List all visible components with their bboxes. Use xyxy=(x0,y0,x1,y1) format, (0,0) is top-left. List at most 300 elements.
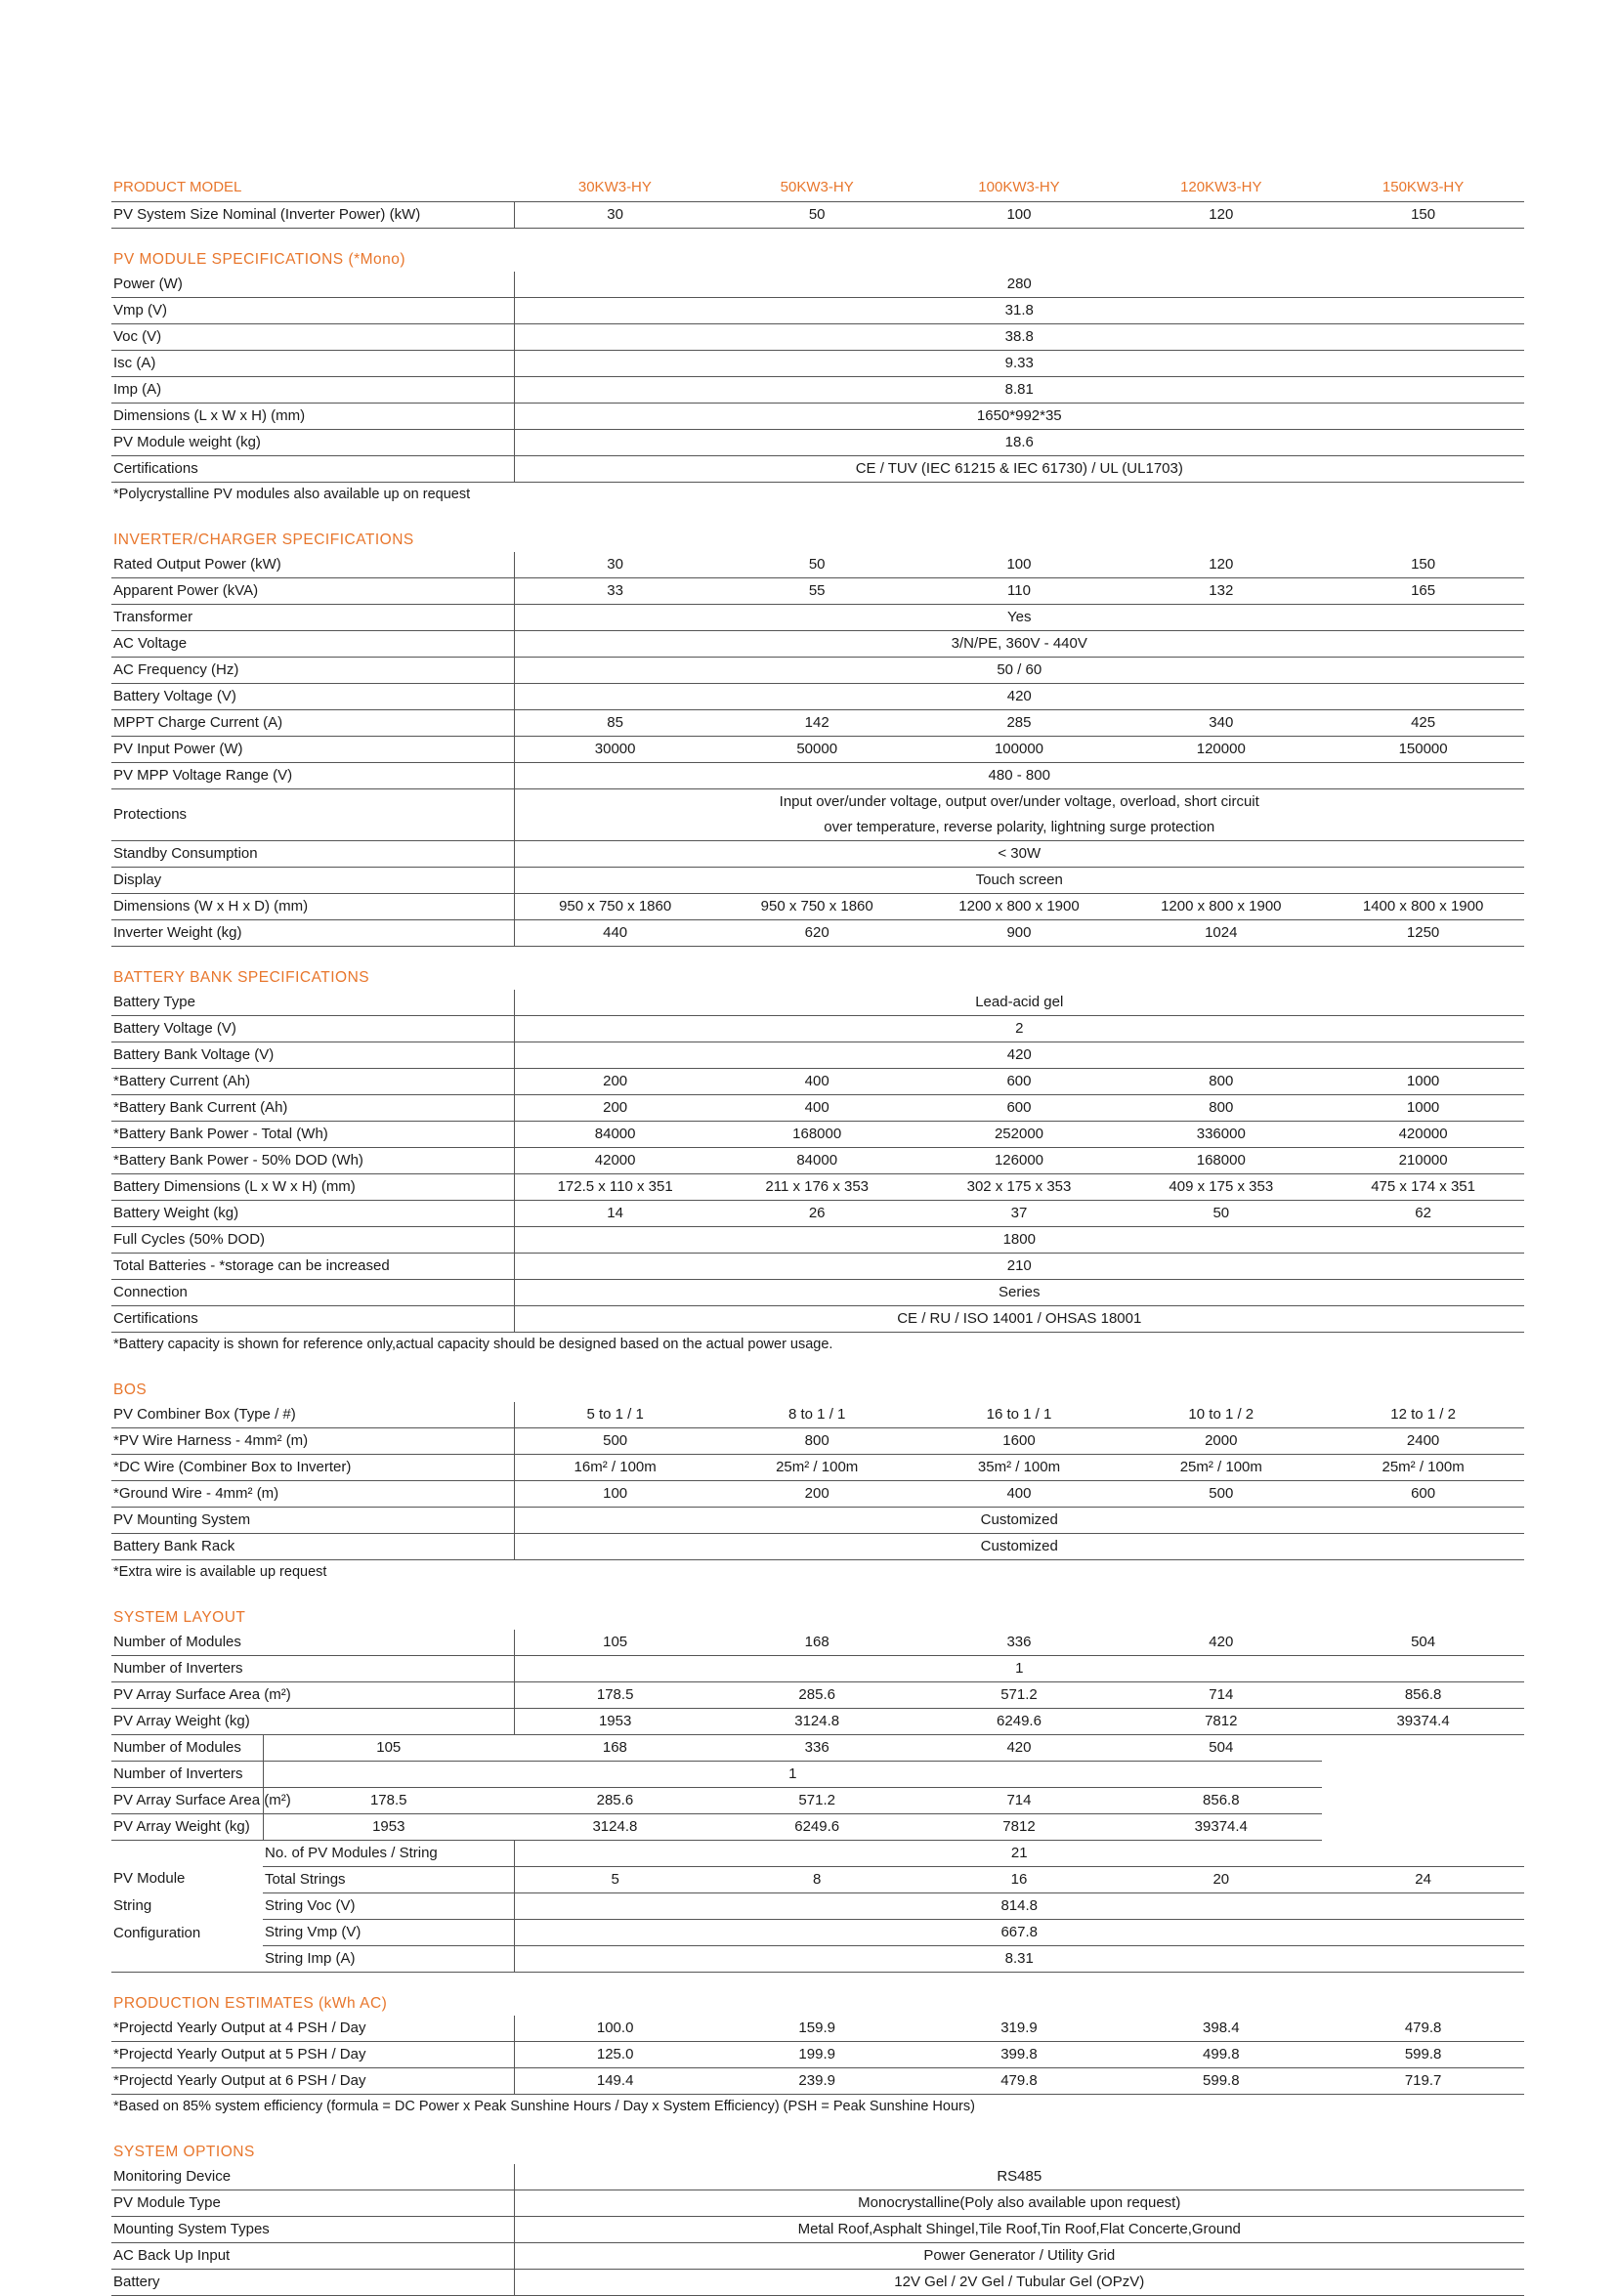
row-value: 84000 xyxy=(514,1122,716,1148)
row-value: Monocrystalline(Poly also available upon request) xyxy=(514,2190,1524,2217)
row-value: 120 xyxy=(1120,552,1322,578)
row-value: 285.6 xyxy=(514,1788,716,1814)
spec-row xyxy=(111,324,1524,351)
row-label: *Projectd Yearly Output at 5 PSH / Day xyxy=(111,2042,514,2068)
row-value: 1953 xyxy=(263,1814,514,1841)
spec-row xyxy=(111,1762,1524,1788)
row-value: 1000 xyxy=(1322,1069,1524,1095)
row-value: 42000 xyxy=(514,1148,716,1174)
row-label: AC Back Up Input xyxy=(111,2243,514,2270)
row-value: 100 xyxy=(918,202,1121,229)
row-value: 210000 xyxy=(1322,1148,1524,1174)
spec-row xyxy=(111,377,1524,404)
spec-row xyxy=(111,841,1524,868)
row-value: 25m² / 100m xyxy=(1322,1455,1524,1481)
row-value: 25m² / 100m xyxy=(1120,1455,1322,1481)
header-row xyxy=(111,174,1524,202)
section-title: BATTERY BANK SPECIFICATIONS xyxy=(113,969,370,986)
row-value: 84000 xyxy=(716,1148,918,1174)
spec-row xyxy=(111,1402,1524,1428)
row-label: AC Frequency (Hz) xyxy=(111,658,514,684)
row-value: 800 xyxy=(716,1428,918,1455)
row-label: Battery Weight (kg) xyxy=(111,1201,514,1227)
row-value: 5 to 1 / 1 xyxy=(514,1402,716,1428)
row-value: 285.6 xyxy=(716,1682,918,1709)
row-label: Battery Dimensions (L x W x H) (mm) xyxy=(111,1174,514,1201)
spec-table xyxy=(111,990,1524,1333)
row-value: 856.8 xyxy=(1120,1788,1322,1814)
row-value: 62 xyxy=(1322,1201,1524,1227)
spec-row xyxy=(111,1709,1524,1735)
row-label: PV Array Weight (kg) xyxy=(111,1709,514,1735)
model-name: 120KW3-HY xyxy=(1120,174,1322,202)
spec-row xyxy=(111,1867,1524,1893)
row-value: 100.0 xyxy=(514,2016,716,2042)
row-value: 479.8 xyxy=(1322,2016,1524,2042)
footnote: *Battery capacity is shown for reference only,actual capacity should be designed based on the actual power usage. xyxy=(113,1337,833,1352)
row-value: 1800 xyxy=(514,1227,1524,1254)
row-value: 667.8 xyxy=(514,1920,1524,1946)
row-value: 856.8 xyxy=(1322,1682,1524,1709)
row-label: Display xyxy=(111,868,514,894)
row-value: Lead-acid gel xyxy=(514,990,1524,1016)
row-value: 440 xyxy=(514,920,716,947)
row-value: 2 xyxy=(514,1016,1524,1042)
spec-table xyxy=(111,2016,1524,2095)
row-value: 120 xyxy=(1120,202,1322,229)
spec-row xyxy=(111,456,1524,483)
row-value: 420 xyxy=(918,1735,1121,1762)
row-value: 3/N/PE, 360V - 440V xyxy=(514,631,1524,658)
row-value: 38.8 xyxy=(514,324,1524,351)
spec-table xyxy=(111,552,1524,947)
row-value: 8.31 xyxy=(514,1946,1524,1973)
row-value: 420 xyxy=(514,684,1524,710)
spec-table xyxy=(111,1402,1524,1560)
spec-row xyxy=(111,1254,1524,1280)
row-label: Number of Modules xyxy=(111,1630,514,1656)
row-value: Metal Roof,Asphalt Shingel,Tile Roof,Tin Roof,Flat Concerte,Ground xyxy=(514,2217,1524,2243)
row-value: 55 xyxy=(716,578,918,605)
row-value: 16 xyxy=(918,1867,1121,1893)
row-value: 26 xyxy=(716,1201,918,1227)
spec-row xyxy=(111,710,1524,737)
spec-row xyxy=(111,1508,1524,1534)
spec-row xyxy=(111,868,1524,894)
product-model-label: PRODUCT MODEL xyxy=(111,174,514,202)
section-gap xyxy=(111,509,1524,523)
row-value: 1 xyxy=(263,1762,1322,1788)
row-value: 12V Gel / 2V Gel / Tubular Gel (OPzV) xyxy=(514,2270,1524,2296)
row-value: 165 xyxy=(1322,578,1524,605)
row-value: 950 x 750 x 1860 xyxy=(716,894,918,920)
spec-row xyxy=(111,2164,1524,2190)
row-value: 132 xyxy=(1120,578,1322,605)
row-value: 37 xyxy=(918,1201,1121,1227)
row-value: 1000 xyxy=(1322,1095,1524,1122)
row-label: Monitoring Device xyxy=(111,2164,514,2190)
row-value-line: Input over/under voltage, output over/under voltage, overload, short circuit xyxy=(779,793,1259,810)
spec-row xyxy=(111,990,1524,1016)
row-value: 1400 x 800 x 1900 xyxy=(1322,894,1524,920)
row-value: 280 xyxy=(514,272,1524,298)
row-value: 800 xyxy=(1120,1095,1322,1122)
row-value: 1 xyxy=(514,1656,1524,1682)
spec-row xyxy=(111,658,1524,684)
row-value: CE / TUV (IEC 61215 & IEC 61730) / UL (UL1703) xyxy=(514,456,1524,483)
spec-row xyxy=(111,2217,1524,2243)
row-value: 25m² / 100m xyxy=(716,1455,918,1481)
row-value: 200 xyxy=(716,1481,918,1508)
row-value: 199.9 xyxy=(716,2042,918,2068)
row-value: Customized xyxy=(514,1534,1524,1560)
spec-row xyxy=(111,1656,1524,1682)
row-value: 420000 xyxy=(1322,1122,1524,1148)
section-title: SYSTEM OPTIONS xyxy=(113,2144,255,2160)
row-value: 620 xyxy=(716,920,918,947)
sub-label: Total Strings xyxy=(263,1867,514,1893)
spec-row xyxy=(111,1306,1524,1333)
row-label: Rated Output Power (kW) xyxy=(111,552,514,578)
row-value: 714 xyxy=(918,1788,1121,1814)
spec-row xyxy=(111,1428,1524,1455)
row-value: 31.8 xyxy=(514,298,1524,324)
row-label: Battery Type xyxy=(111,990,514,1016)
spec-row xyxy=(111,920,1524,947)
row-value: 600 xyxy=(1322,1481,1524,1508)
sub-label: String Vmp (V) xyxy=(263,1920,514,1946)
spec-row xyxy=(111,1788,1524,1814)
row-value: 150000 xyxy=(1322,737,1524,763)
spec-row xyxy=(111,2190,1524,2217)
row-value: 500 xyxy=(1120,1481,1322,1508)
row-value: 6249.6 xyxy=(918,1709,1121,1735)
row-label: Dimensions (W x H x D) (mm) xyxy=(111,894,514,920)
row-label: Vmp (V) xyxy=(111,298,514,324)
row-value: 105 xyxy=(263,1735,514,1762)
row-value: 1953 xyxy=(514,1709,716,1735)
row-value: 50000 xyxy=(716,737,918,763)
row-label: *Battery Bank Current (Ah) xyxy=(111,1095,514,1122)
row-label: Apparent Power (kVA) xyxy=(111,578,514,605)
group-label-line: PV Module xyxy=(113,1870,186,1887)
row-label: *Projectd Yearly Output at 4 PSH / Day xyxy=(111,2016,514,2042)
group-label xyxy=(111,1841,263,1973)
row-label: *DC Wire (Combiner Box to Inverter) xyxy=(111,1455,514,1481)
row-value: 120000 xyxy=(1120,737,1322,763)
spec-row xyxy=(111,1095,1524,1122)
row-value: < 30W xyxy=(514,841,1524,868)
row-label: PV Module Type xyxy=(111,2190,514,2217)
row-value: 12 to 1 / 2 xyxy=(1322,1402,1524,1428)
row-value: 1200 x 800 x 1900 xyxy=(918,894,1121,920)
row-value: 480 - 800 xyxy=(514,763,1524,789)
row-value: 571.2 xyxy=(716,1788,918,1814)
row-value: 475 x 174 x 351 xyxy=(1322,1174,1524,1201)
row-value: 336 xyxy=(918,1630,1121,1656)
row-value: 30 xyxy=(514,202,716,229)
model-name: 150KW3-HY xyxy=(1322,174,1524,202)
spec-row xyxy=(111,578,1524,605)
row-label: Number of Modules xyxy=(111,1735,263,1762)
spec-row xyxy=(111,1227,1524,1254)
spec-row xyxy=(111,1920,1524,1946)
row-value: 35m² / 100m xyxy=(918,1455,1121,1481)
spec-row xyxy=(111,1148,1524,1174)
row-value: 8.81 xyxy=(514,377,1524,404)
row-value: 7812 xyxy=(918,1814,1121,1841)
row-value: 319.9 xyxy=(918,2016,1121,2042)
sub-label: String Voc (V) xyxy=(263,1893,514,1920)
spec-row xyxy=(111,1042,1524,1069)
section-title: PRODUCTION ESTIMATES (kWh AC) xyxy=(113,1995,388,2012)
spec-row xyxy=(111,1893,1524,1920)
spec-row xyxy=(111,1455,1524,1481)
spec-row xyxy=(111,605,1524,631)
row-label: PV Array Weight (kg) xyxy=(111,1814,263,1841)
row-label: AC Voltage xyxy=(111,631,514,658)
row-label: Full Cycles (50% DOD) xyxy=(111,1227,514,1254)
section-gap xyxy=(111,229,1524,242)
spec-row xyxy=(111,2270,1524,2296)
section-title: PV MODULE SPECIFICATIONS (*Mono) xyxy=(113,251,406,268)
row-value: 50 xyxy=(716,202,918,229)
row-label: *Projectd Yearly Output at 6 PSH / Day xyxy=(111,2068,514,2095)
section-gap xyxy=(111,1973,1524,1986)
section-gap xyxy=(111,1587,1524,1600)
row-label: Transformer xyxy=(111,605,514,631)
row-value: 50 xyxy=(716,552,918,578)
row-value: 600 xyxy=(918,1095,1121,1122)
row-value: 30000 xyxy=(514,737,716,763)
spec-row xyxy=(111,404,1524,430)
spec-row xyxy=(111,430,1524,456)
model-name: 100KW3-HY xyxy=(918,174,1121,202)
row-value: 168000 xyxy=(1120,1148,1322,1174)
spec-row xyxy=(111,631,1524,658)
row-value: 800 xyxy=(1120,1069,1322,1095)
row-label: Battery Bank Voltage (V) xyxy=(111,1042,514,1069)
row-label: PV Mounting System xyxy=(111,1508,514,1534)
row-label: *Battery Current (Ah) xyxy=(111,1069,514,1095)
row-label: Number of Inverters xyxy=(111,1762,263,1788)
row-value: 178.5 xyxy=(514,1682,716,1709)
section-gap xyxy=(111,1359,1524,1373)
row-label: *Battery Bank Power - Total (Wh) xyxy=(111,1122,514,1148)
row-value: 900 xyxy=(918,920,1121,947)
spec-row xyxy=(111,1814,1524,1841)
spec-row xyxy=(111,789,1524,841)
row-value: 504 xyxy=(1120,1735,1322,1762)
row-value: 2400 xyxy=(1322,1428,1524,1455)
row-value: 814.8 xyxy=(514,1893,1524,1920)
row-value: Series xyxy=(514,1280,1524,1306)
row-value: 50 xyxy=(1120,1201,1322,1227)
row-value: 142 xyxy=(716,710,918,737)
sub-label: No. of PV Modules / String xyxy=(263,1841,514,1867)
section-title: BOS xyxy=(113,1382,148,1398)
row-label: PV Array Surface Area (m²) xyxy=(111,1682,514,1709)
product-model-table xyxy=(111,174,1524,229)
row-value: 302 x 175 x 353 xyxy=(918,1174,1121,1201)
row-value: 336 xyxy=(716,1735,918,1762)
row-value: 172.5 x 110 x 351 xyxy=(514,1174,716,1201)
row-value: 178.5 xyxy=(263,1788,514,1814)
group-table xyxy=(111,1735,1524,1973)
row-value: 168 xyxy=(514,1735,716,1762)
row-value: 3124.8 xyxy=(514,1814,716,1841)
spec-row xyxy=(111,1534,1524,1560)
row-label: Number of Inverters xyxy=(111,1656,514,1682)
spec-row xyxy=(111,351,1524,377)
row-value: 168000 xyxy=(716,1122,918,1148)
spec-row xyxy=(111,1682,1524,1709)
row-value: 504 xyxy=(1322,1630,1524,1656)
row-value: 6249.6 xyxy=(716,1814,918,1841)
row-value: 39374.4 xyxy=(1120,1814,1322,1841)
row-value: 252000 xyxy=(918,1122,1121,1148)
row-value: 420 xyxy=(514,1042,1524,1069)
row-value: Yes xyxy=(514,605,1524,631)
spec-row xyxy=(111,2016,1524,2042)
row-value: 239.9 xyxy=(716,2068,918,2095)
row-label: Battery Voltage (V) xyxy=(111,1016,514,1042)
row-label: MPPT Charge Current (A) xyxy=(111,710,514,737)
section-title: INVERTER/CHARGER SPECIFICATIONS xyxy=(113,531,414,548)
spec-row xyxy=(111,1481,1524,1508)
spec-row xyxy=(111,298,1524,324)
row-label: Battery xyxy=(111,2270,514,2296)
row-value: 100 xyxy=(918,552,1121,578)
row-label: Power (W) xyxy=(111,272,514,298)
row-label: Battery Voltage (V) xyxy=(111,684,514,710)
row-value: 33 xyxy=(514,578,716,605)
row-value: 30 xyxy=(514,552,716,578)
row-label: Standby Consumption xyxy=(111,841,514,868)
spec-row xyxy=(111,1069,1524,1095)
row-label: PV Module weight (kg) xyxy=(111,430,514,456)
row-value: 20 xyxy=(1120,1867,1322,1893)
row-value: 340 xyxy=(1120,710,1322,737)
row-label: PV Array Surface Area (m²) xyxy=(111,1788,263,1814)
row-value: 336000 xyxy=(1120,1122,1322,1148)
spec-row xyxy=(111,1201,1524,1227)
spec-row xyxy=(111,2068,1524,2095)
row-value: 100000 xyxy=(918,737,1121,763)
row-value: 18.6 xyxy=(514,430,1524,456)
row-label: Imp (A) xyxy=(111,377,514,404)
row-value: 1200 x 800 x 1900 xyxy=(1120,894,1322,920)
spec-row xyxy=(111,894,1524,920)
row-label: PV Combiner Box (Type / #) xyxy=(111,1402,514,1428)
spec-row xyxy=(111,737,1524,763)
footnote: *Polycrystalline PV modules also available up on request xyxy=(113,487,471,502)
row-value: 719.7 xyxy=(1322,2068,1524,2095)
spec-row xyxy=(111,1946,1524,1973)
row-value: 126000 xyxy=(918,1148,1121,1174)
row-value: 10 to 1 / 2 xyxy=(1120,1402,1322,1428)
row-value: 8 to 1 / 1 xyxy=(716,1402,918,1428)
footnote: *Extra wire is available up request xyxy=(113,1564,327,1580)
row-value: CE / RU / ISO 14001 / OHSAS 18001 xyxy=(514,1306,1524,1333)
row-label: Protections xyxy=(111,789,514,841)
row-label: Isc (A) xyxy=(111,351,514,377)
row-value: 16m² / 100m xyxy=(514,1455,716,1481)
row-value xyxy=(514,789,1524,841)
row-label: Dimensions (L x W x H) (mm) xyxy=(111,404,514,430)
row-label: *Battery Bank Power - 50% DOD (Wh) xyxy=(111,1148,514,1174)
row-value: 571.2 xyxy=(918,1682,1121,1709)
row-label: *PV Wire Harness - 4mm² (m) xyxy=(111,1428,514,1455)
row-value: 7812 xyxy=(1120,1709,1322,1735)
row-value: Touch screen xyxy=(514,868,1524,894)
row-value: 8 xyxy=(716,1867,918,1893)
row-value: 400 xyxy=(918,1481,1121,1508)
row-value: 409 x 175 x 353 xyxy=(1120,1174,1322,1201)
row-value: 398.4 xyxy=(1120,2016,1322,2042)
spec-table xyxy=(111,1630,1524,1735)
row-value: Power Generator / Utility Grid xyxy=(514,2243,1524,2270)
spec-row xyxy=(111,2243,1524,2270)
spec-row xyxy=(111,1016,1524,1042)
row-label: Total Batteries - *storage can be increased xyxy=(111,1254,514,1280)
row-value: 420 xyxy=(1120,1630,1322,1656)
model-name: 30KW3-HY xyxy=(514,174,716,202)
row-value: 200 xyxy=(514,1069,716,1095)
spec-row xyxy=(111,2042,1524,2068)
row-value: 5 xyxy=(514,1867,716,1893)
row-value: 2000 xyxy=(1120,1428,1322,1455)
row-value: 285 xyxy=(918,710,1121,737)
group-label-text xyxy=(111,1865,263,1947)
row-label: Connection xyxy=(111,1280,514,1306)
model-name: 50KW3-HY xyxy=(716,174,918,202)
spec-row xyxy=(111,1122,1524,1148)
row-value: 200 xyxy=(514,1095,716,1122)
row-value: 150 xyxy=(1322,552,1524,578)
row-label: Certifications xyxy=(111,456,514,483)
row-value: 150 xyxy=(1322,202,1524,229)
row-value: 85 xyxy=(514,710,716,737)
row-value: 599.8 xyxy=(1322,2042,1524,2068)
row-value: 1600 xyxy=(918,1428,1121,1455)
spec-row xyxy=(111,1630,1524,1656)
row-value: 100 xyxy=(514,1481,716,1508)
row-value: 600 xyxy=(918,1069,1121,1095)
group-label-line: String xyxy=(113,1897,152,1914)
row-value: 105 xyxy=(514,1630,716,1656)
row-value: 479.8 xyxy=(918,2068,1121,2095)
row-value: 14 xyxy=(514,1201,716,1227)
section-gap xyxy=(111,2121,1524,2135)
row-value: 1250 xyxy=(1322,920,1524,947)
row-value: 16 to 1 / 1 xyxy=(918,1402,1121,1428)
spec-row xyxy=(111,1735,1524,1762)
row-value: 1650*992*35 xyxy=(514,404,1524,430)
group-label-line: Configuration xyxy=(113,1925,201,1941)
row-value: 425 xyxy=(1322,710,1524,737)
row-label: Mounting System Types xyxy=(111,2217,514,2243)
row-value: 125.0 xyxy=(514,2042,716,2068)
spec-row xyxy=(111,763,1524,789)
row-value: 211 x 176 x 353 xyxy=(716,1174,918,1201)
row-value: 9.33 xyxy=(514,351,1524,377)
spec-sheet xyxy=(111,174,1524,2296)
row-value: 149.4 xyxy=(514,2068,716,2095)
spec-table xyxy=(111,272,1524,483)
row-value: Customized xyxy=(514,1508,1524,1534)
row-value: 39374.4 xyxy=(1322,1709,1524,1735)
